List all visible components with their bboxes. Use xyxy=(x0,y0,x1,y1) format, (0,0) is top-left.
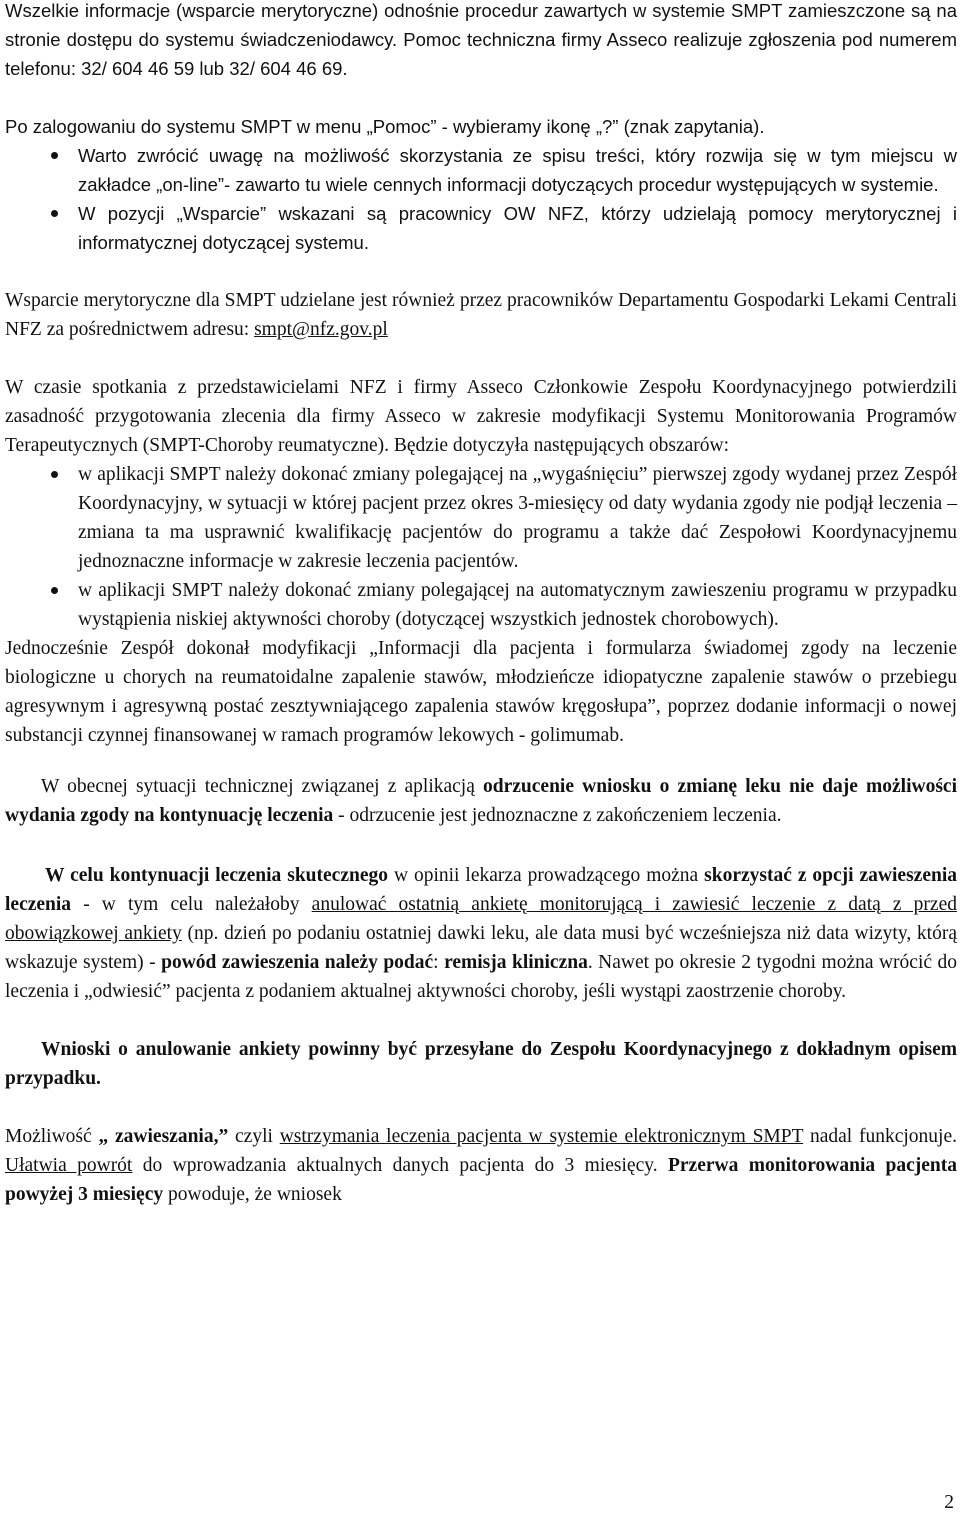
bullet-icon xyxy=(51,210,58,217)
page-number: 2 xyxy=(944,1492,954,1513)
modification-bullet-list xyxy=(5,460,957,634)
support-paragraph: Wsparcie merytoryczne dla SMPT udzielane jest również przez pracowników Departamentu Gospodarki Lekami Centrali NFZ za pośrednictwem adresu: smpt@nfz.gov.pl xyxy=(5,290,957,340)
meeting-paragraph: W czasie spotkania z przedstawicielami NFZ i firmy Asseco Członkowie Zespołu Koordynacyjnego potwierdzili zasadność przygotowania zlecenia dla firmy Asseco w zakresie modyfikacji Systemu Monitorowania Programów Terapeutycznych (SMPT-Choroby reumatyczne). Będzie dotyczyła następujących obszarów: xyxy=(5,377,957,456)
bullet-icon xyxy=(51,587,58,594)
bullet-icon xyxy=(51,152,58,159)
rejection-paragraph: W obecnej sytuacji technicznej związanej z aplikacją odrzucenie wniosku o zmianę leku nie daje możliwości wydania zgody na kontynuację leczenia - odrzucenie jest jednoznaczne z zakończeniem leczenia. xyxy=(5,776,957,826)
consent-form-paragraph: Jednocześnie Zespół dokonał modyfikacji „Informacji dla pacjenta i formularza świadomej zgody na leczenie biologiczne u chorych na reumatoidalne zapalenie stawów, młodzieńcze idiopatyczne zapalenie stawów o przebiegu agresywnym i agresywną postać zesztywniającego zapalenia stawów kręgosłupa”, poprzez dodanie informacji o nowej substancji czynnej finansowanej w ramach programów lekowych - golimumab. xyxy=(5,638,957,746)
continuation-paragraph: W celu kontynuacji leczenia skutecznego w opinii lekarza prowadzącego można skorzystać z opcji zawieszenia leczenia - w tym celu należałoby anulować ostatnią ankietę monitorującą i zawiesić leczenie z datą z przed obowiązkowej ankiety (np. dzień po podaniu ostatniej dawki leku, ale data musi być wcześniejsza niż data wizyty, którą wskazuje system) - powód zawieszenia należy podać: remisja kliniczna. Nawet po okresie 2 tygodni można wrócić do leczenia i „odwiesić” pacjenta z podaniem aktualnej aktywności choroby, jeśli wystąpi zaostrzenie choroby. xyxy=(5,865,958,1002)
list-item: w aplikacji SMPT należy dokonać zmiany polegającej na „wygaśnięciu” pierwszej zgody wydanej przez Zespół Koordynacyjny, w sytuacji w której pacjent przez okres 3-miesięcy od daty wydania zgody nie podjął leczenia – zmiana ta ma usprawnić kwalifikację pacjentów do programu a także dać Zespołowi Koordynacyjnemu jednoznaczne informacje w zakresie leczenia pacjentów. xyxy=(5,460,957,576)
bullet-icon xyxy=(51,471,58,478)
technical-support-paragraph: Wszelkie informacje (wsparcie merytoryczne) odnośnie procedur zawartych w systemie SMPT zamieszczone są na stronie dostępu do systemu świadczeniodawcy. Pomoc techniczna firmy Asseco realizuje zgłoszenia pod numerem telefonu: 32/ 604 46 59 lub 32/ 604 46 69. xyxy=(5,0,957,79)
document-page xyxy=(5,0,957,1209)
cancellation-paragraph: Wnioski o anulowanie ankiety powinny być przesyłane do Zespołu Koordynacyjnego z dokładnym opisem przypadku. xyxy=(5,1039,957,1089)
list-item: Warto zwrócić uwagę na możliwość skorzystania ze spisu treści, który rozwija się w tym miejscu w zakładce „on-line”- zawarto tu wiele cennych informacji dotyczących procedur występujących w systemie. xyxy=(5,141,957,199)
list-item: W pozycji „Wsparcie” wskazani są pracownicy OW NFZ, którzy udzielają pomocy merytorycznej i informatycznej dotyczącej systemu. xyxy=(5,199,957,257)
list-item: w aplikacji SMPT należy dokonać zmiany polegającej na automatycznym zawieszeniu programu w przypadku wystąpienia niskiej aktywności choroby (dotyczącej wszystkich jednostek chorobowych). xyxy=(5,576,957,634)
help-menu-paragraph: Po zalogowaniu do systemu SMPT w menu „Pomoc” - wybieramy ikonę „?” (znak zapytania). xyxy=(5,116,765,137)
help-bullet-list xyxy=(5,141,957,257)
suspension-paragraph: Możliwość „ zawieszania,” czyli wstrzymania leczenia pacjenta w systemie elektronicznym SMPT nadal funkcjonuje. Ułatwia powrót do wprowadzania aktualnych danych pacjenta do 3 miesięcy. Przerwa monitorowania pacjenta powyżej 3 miesięcy powoduje, że wniosek xyxy=(5,1126,957,1205)
email-link[interactable]: smpt@nfz.gov.pl xyxy=(254,319,388,340)
